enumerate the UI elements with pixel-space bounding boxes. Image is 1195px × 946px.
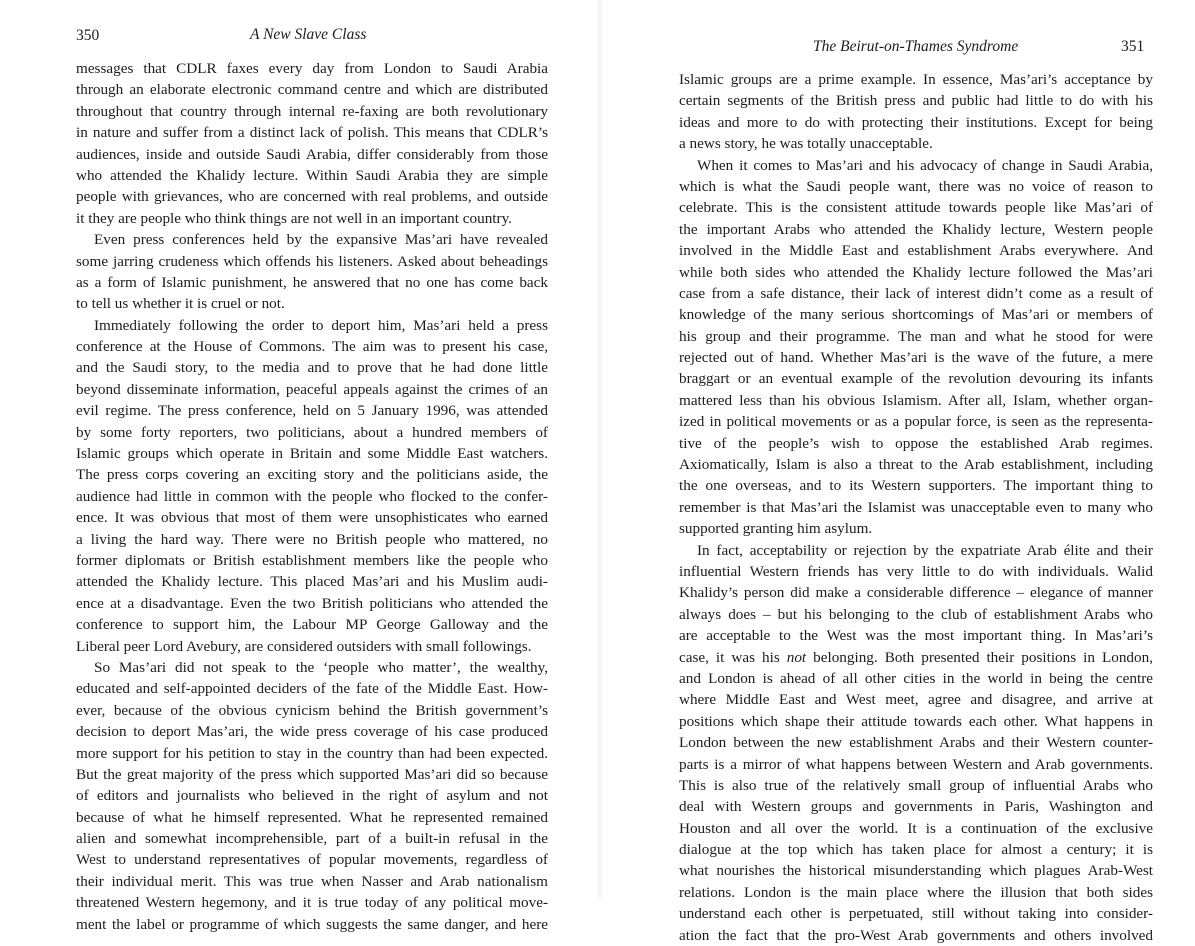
text-line: Immediately following the order to deport him, Mas’ari held a press: [94, 316, 548, 334]
text-line: Islamic groups which operate in Britain and some Middle East watchers.: [76, 445, 548, 463]
text-line: rejected out of hand. Whether Mas’ari is the wave of the future, a mere: [679, 349, 1153, 367]
text-line: influential Western friends has very little to do with individuals. Walid: [679, 562, 1153, 580]
text-line: the important Arabs who attended the Khalidy lecture, Western people: [679, 220, 1153, 238]
text-line: tive of the people’s wish to oppose the established Arab regimes.: [679, 434, 1153, 452]
text-line: Khalidy’s person did make a considerable difference – elegance of manner: [679, 584, 1153, 602]
text-line: Liberal peer Lord Avebury, are considered outsiders with small followings.: [76, 637, 532, 655]
text-line: audiences, inside and outside Saudi Arabia, differ considerably from those: [76, 145, 548, 163]
text-line: former diplomats or British establishment members like the people who: [76, 551, 548, 569]
text-line: evil regime. The press conference, held on 5 January 1996, was attended: [76, 402, 548, 420]
text-line: case from a safe distance, their lack of interest didn’t come as a result of: [679, 284, 1153, 302]
text-line: Even press conferences held by the expansive Mas’ari have revealed: [94, 231, 548, 249]
body-text: [76, 58, 548, 935]
text-line: celebrate. This is the consistent attitude towards people like Mas’ari of: [679, 199, 1153, 217]
text-line: This is also true of the relatively small group of influential Arabs who: [679, 776, 1153, 794]
running-title: The Beirut-on-Thames Syndrome: [813, 38, 1019, 55]
text-line: So Mas’ari did not speak to the ‘people who matter’, the wealthy,: [94, 658, 548, 676]
text-line: the one overseas, and to its Western supporters. The important thing to: [679, 477, 1153, 495]
text-line: as a form of Islamic punishment, he answered that no one has come back: [76, 273, 548, 291]
text-line: threatened Western hegemony, and it is true today of any political move-: [76, 894, 548, 912]
text-line: while both sides who attended the Khalidy lecture followed the Mas’ari: [679, 263, 1153, 281]
text-line: through an elaborate electronic command centre and which are distributed: [76, 81, 548, 99]
text-line: supported granting him asylum.: [679, 520, 873, 538]
text-line: relations. London is the main place where the illusion that both sides: [679, 883, 1153, 901]
text-line: conference at the House of Commons. The aim was to present his case,: [76, 338, 548, 356]
text-line: Islamic groups are a prime example. In essence, Mas’ari’s acceptance by: [679, 71, 1153, 88]
text-line: who attended the Khalidy lecture. Within Saudi Arabia they are simple: [76, 166, 548, 184]
text-line: a living the hard way. There were no British people who mattered, no: [76, 530, 548, 548]
text-line: people with grievances, who are concerned with real problems, and outside: [76, 188, 548, 206]
text-line: what nourishes the historical misunderstanding which plagues Arab-West: [679, 862, 1153, 880]
text-line: of editors and journalists who believed in the right of asylum and not: [76, 787, 548, 805]
text-line: conference to support him, the Labour MP George Galloway and the: [76, 616, 548, 634]
text-line: some jarring crudeness which offends his listeners. Asked about beheadings: [76, 252, 548, 270]
text-line: decision to deport Mas’ari, the wide press coverage of his case produced: [76, 723, 548, 741]
emphasis: not: [786, 648, 807, 666]
text-line: knowledge of the many serious shortcomings of Mas’ari or members of: [679, 306, 1153, 324]
text-line: ever, because of the obvious cynicism behind the British government’s: [76, 701, 548, 719]
text-line: But the great majority of the press which supported Mas’ari did so because: [76, 765, 548, 783]
text-line: involved in the Middle East and establishment Arabs everywhere. And: [679, 242, 1153, 260]
text-line: are acceptable to the West was the most important thing. In Mas’ari’s: [679, 627, 1153, 645]
text-line: ence at a disadvantage. Even the two British politicians who attended the: [76, 594, 548, 612]
text-line: beyond disseminate information, peaceful appeals against the crimes of an: [76, 380, 548, 398]
text-line: ideas and more to do with protecting their institutions. Except for being: [679, 113, 1153, 131]
text-line: mattered less than his obvious Islamism. After all, Islam, whether organ-: [679, 391, 1153, 409]
text-line: their individual merit. This was true when Nasser and Arab nationalism: [76, 872, 548, 890]
text-line: London between the new establishment Arabs and their Western counter-: [679, 734, 1153, 752]
text-line: educated and self-appointed deciders of the fate of the Middle East. How-: [76, 680, 548, 698]
text-line: Axiomatically, Islam is also a threat to the Arab establishment, including: [679, 456, 1153, 474]
text-line: attended the Khalidy lecture. This placed Mas’ari and his Muslim audi-: [76, 573, 548, 591]
text-line: in nature and suffer from a distinct lack of polish. This means that CDLR’s: [76, 124, 548, 142]
text-line: ation the fact that the pro-West Arab governments and others involved: [679, 926, 1153, 944]
text-line: deal with Western groups and governments in Paris, Washington and: [679, 798, 1153, 816]
text-line: West to understand representatives of popular movements, regardless of: [76, 851, 548, 869]
text-line: and the Saudi story, to the media and to prove that he had done little: [76, 359, 548, 377]
text-line: ment the label or programme of which suggests the same danger, and here: [76, 915, 548, 933]
text-line: ized in political movements or as a popular force, is seen as the representa-: [679, 413, 1153, 431]
text-line: throughout that country through internal re-faxing are both revolutionary: [76, 102, 548, 120]
text-line: to tell us whether it is cruel or not.: [76, 295, 285, 313]
text-line: alien and somewhat incomprehensible, part of a built-in refusal in the: [76, 830, 548, 848]
text-line: by some forty reporters, two politicians, about a hundred members of: [76, 423, 548, 441]
text-line: where Middle East and West meet, agree and disagree, and arrive at: [679, 691, 1153, 709]
text-line: case, it was his not belonging. Both presented their positions in London,: [679, 648, 1153, 666]
text-line: a news story, he was totally unacceptable.: [679, 135, 933, 153]
running-title: A New Slave Class: [250, 26, 367, 43]
text-line: more support for his petition to stay in the country than had been expected.: [76, 744, 548, 762]
text-line: which is what the Saudi people want, there was no voice of reason to: [679, 177, 1153, 195]
text-line: braggart or an eventual example of the revolution devouring its infants: [679, 370, 1153, 388]
text-line: dialogue at the top which has taken place for almost a century; it is: [679, 841, 1153, 859]
left-page: [0, 0, 600, 933]
text-line: because of what he himself represented. What he represented remained: [76, 808, 548, 826]
right-page: [600, 0, 1195, 944]
text-line: messages that CDLR faxes every day from London to Saudi Arabia: [76, 60, 548, 77]
text-line: it they are people who think things are not well in an important country.: [76, 209, 512, 227]
text-line: remember is that Mas’ari the Islamist was unacceptable even to many who: [679, 498, 1153, 516]
page-number: 351: [1121, 38, 1145, 55]
body-text: [679, 69, 1153, 946]
text-line: certain segments of the British press and public had little to do with his: [679, 92, 1153, 110]
text-line: positions which shape their attitude towards each other. What happens in: [679, 712, 1153, 730]
text-line: When it comes to Mas’ari and his advocacy of change in Saudi Arabia,: [697, 156, 1153, 174]
text-line: audience had little in common with the people who flocked to the confer-: [76, 487, 548, 505]
text-line: parts is a mirror of what happens between Western and Arab governments.: [679, 755, 1153, 773]
text-line: his group and their programme. The man and what he stood for were: [679, 327, 1153, 345]
page-number: 350: [76, 27, 100, 44]
text-line: understand each other is perpetuated, still without taking into consider-: [679, 905, 1153, 923]
text-line: always does – but his belonging to the club of establishment Arabs who: [679, 605, 1153, 623]
text-line: The press corps covering an exciting story and the politicians aside, the: [76, 466, 548, 484]
text-line: ence. It was obvious that most of them were unsophisticates who earned: [76, 509, 548, 527]
text-line: and London is ahead of all other cities in the world in being the centre: [679, 669, 1153, 687]
text-line: In fact, acceptability or rejection by the expatriate Arab élite and their: [697, 541, 1153, 559]
text-line: Houston and all over the world. It is a continuation of the exclusive: [679, 819, 1153, 837]
